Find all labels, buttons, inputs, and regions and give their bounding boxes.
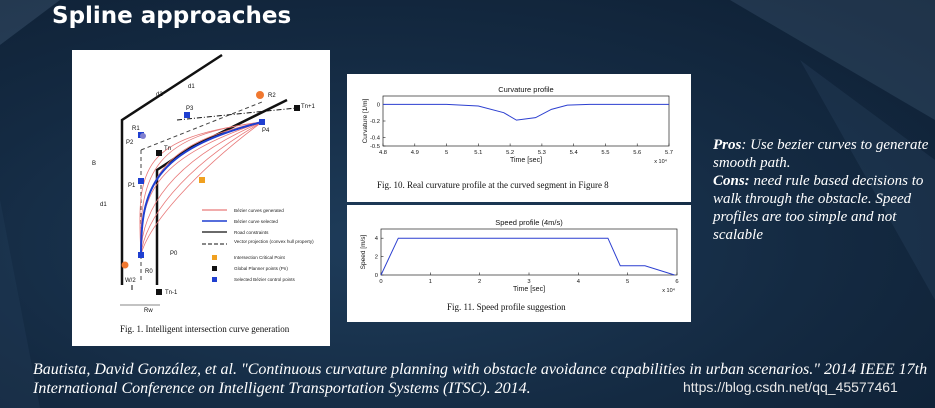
cons-label: Cons: bbox=[713, 173, 750, 189]
x-axis-label: Time [sec] bbox=[509, 157, 543, 164]
series-line bbox=[381, 238, 675, 275]
fig10-caption: Fig. 10. Real curvature profile at the curved segment in Figure 8 bbox=[377, 180, 609, 190]
legend-projection: Vector projection (convex hull property) bbox=[234, 239, 314, 244]
fig11-caption: Fig. 11. Speed profile suggestion bbox=[447, 302, 566, 312]
x-tick-label: 6 bbox=[675, 279, 679, 285]
y-axis-label: Speed [m/s] bbox=[360, 234, 367, 270]
y-tick-label: -0.5 bbox=[370, 144, 380, 150]
intersection-diagram bbox=[72, 50, 330, 346]
fig1-legend bbox=[202, 208, 314, 282]
x-tick-label: 2 bbox=[478, 279, 482, 285]
label-w2: W/2 bbox=[125, 278, 136, 284]
legend-critical: Intersection Critical Point bbox=[234, 255, 285, 260]
cons-text: need rule based decisions to walk through the obstacle. Speed profiles are too simple and not scalable bbox=[713, 173, 924, 243]
x-tick-label: 4 bbox=[576, 279, 580, 285]
watermark: https://blog.csdn.net/qq_45577461 bbox=[683, 379, 898, 395]
label-r0: R0 bbox=[145, 269, 153, 275]
fig1-caption: Fig. 1. Intelligent intersection curve generation bbox=[120, 324, 290, 334]
label-b: B bbox=[92, 161, 97, 167]
chart-title: Curvature profile bbox=[498, 85, 554, 94]
x-tick-label: 5.6 bbox=[633, 150, 642, 156]
x-tick-label: 3 bbox=[527, 279, 531, 285]
label-rw: Rw bbox=[144, 308, 153, 314]
label-d1-top: d1 bbox=[188, 84, 195, 90]
x-tick-label: 5.5 bbox=[601, 150, 610, 156]
x-tick-label: 5 bbox=[444, 150, 449, 156]
chart-title: Speed profile (4m/s) bbox=[495, 218, 563, 227]
legend-road: Road constraints bbox=[234, 230, 269, 235]
y-tick-label: 0 bbox=[376, 102, 380, 109]
label-p2: P2 bbox=[126, 140, 134, 146]
label-r1: R1 bbox=[132, 126, 140, 132]
y-tick-label: 4 bbox=[374, 236, 378, 243]
y-tick-label: -0.4 bbox=[370, 135, 380, 142]
label-r2: R2 bbox=[268, 93, 276, 99]
x-axis-label: Time [sec] bbox=[512, 286, 546, 293]
legend-control: Selected Bézier control points bbox=[234, 277, 295, 282]
x-multiplier: x 10⁴ bbox=[654, 159, 667, 165]
x-tick-label: 5.1 bbox=[474, 150, 483, 156]
label-d1-left: d1 bbox=[100, 202, 107, 208]
y-axis-label: Curvature [1/m] bbox=[362, 98, 369, 144]
y-tick-label: 0 bbox=[374, 273, 378, 279]
figure-intersection-curves bbox=[72, 50, 330, 346]
plot-frame bbox=[381, 229, 677, 275]
citation: Bautista, David González, et al. "Continuous curvature planning with obstacle avoidance capabilities in urban scenarios." 2014 IEEE 17th International Conference on Intelligent Transportation Systems (ITSC). 2014. bbox=[33, 361, 928, 397]
curvature-chart bbox=[347, 74, 691, 178]
label-d2: d2 bbox=[156, 92, 163, 98]
figure-curvature-profile bbox=[347, 74, 691, 202]
label-tn-1: Tn-1 bbox=[165, 290, 178, 296]
label-tn1: Tn+1 bbox=[301, 104, 315, 110]
x-tick-label: 5 bbox=[626, 279, 630, 285]
x-tick-label: 5.3 bbox=[537, 150, 546, 156]
plot-frame bbox=[383, 96, 669, 146]
legend-selected: Bézier curve selected bbox=[234, 219, 278, 224]
pros-cons-notes bbox=[713, 136, 933, 244]
label-p4: P4 bbox=[262, 128, 270, 134]
x-tick-label: 5.2 bbox=[506, 150, 515, 156]
x-tick-label: 4.8 bbox=[378, 150, 388, 156]
pros-text: : Use bezier curves to generate smooth path. bbox=[713, 137, 929, 171]
x-tick-label: 1 bbox=[428, 279, 432, 285]
label-tn: Tn bbox=[164, 146, 172, 152]
x-tick-label: 4.9 bbox=[410, 150, 419, 156]
y-tick-label: -0.2 bbox=[370, 119, 380, 125]
x-multiplier: x 10⁴ bbox=[662, 288, 675, 294]
label-p0: P0 bbox=[170, 251, 178, 257]
x-tick-label: 5.7 bbox=[664, 150, 674, 156]
x-tick-label: 5.4 bbox=[569, 150, 578, 156]
series-line bbox=[383, 104, 669, 120]
slide-title: Spline approaches bbox=[52, 3, 292, 29]
x-tick-label: 0 bbox=[379, 279, 383, 285]
pros-label: Pros bbox=[713, 137, 742, 153]
speed-chart bbox=[347, 205, 691, 297]
legend-generated: Bézier curves generated bbox=[234, 208, 284, 213]
y-tick-label: 2 bbox=[374, 254, 378, 261]
legend-global: Global Planner points (Pn) bbox=[234, 266, 288, 271]
label-p3: P3 bbox=[186, 106, 194, 112]
label-p1: P1 bbox=[128, 183, 136, 189]
selected-curve bbox=[141, 122, 262, 255]
figure-speed-profile bbox=[347, 205, 691, 322]
